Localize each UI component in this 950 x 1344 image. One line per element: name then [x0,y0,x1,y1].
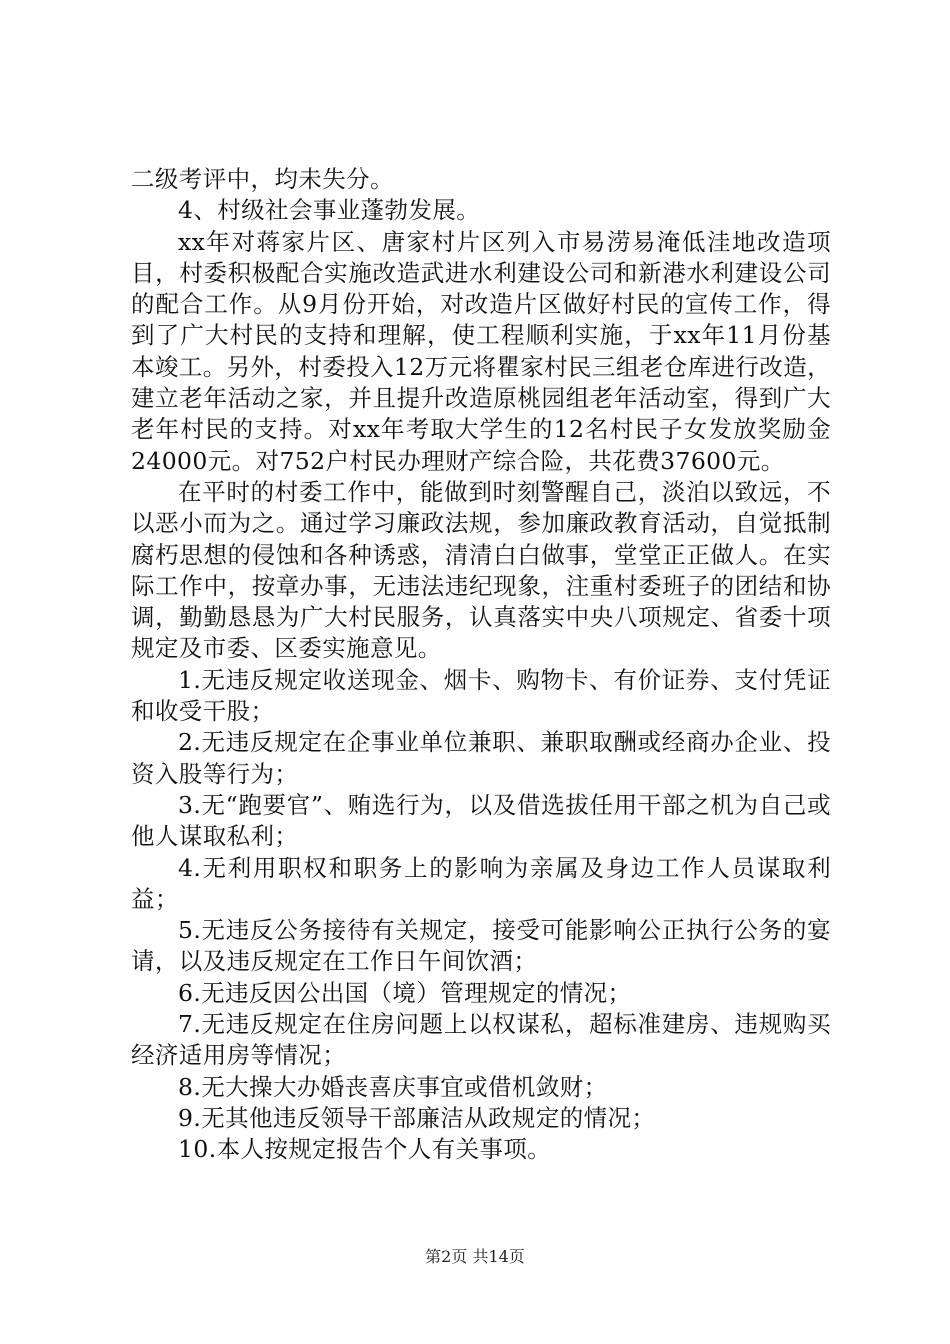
paragraph-3: xx年对蒋家片区、唐家村片区列入市易涝易淹低洼地改造项目，村委积极配合实施改造武进水利建设公司和新港水利建设公司的配合工作。从9月份开始，对改造片区做好村民的宣传工作，得到了广大村民的支持和理解，使工程顺利实施，于xx年11月份基本竣工。另外，村委投入12万元将瞿家村民三组老仓库进行改造，建立老年活动之家，并且提升改造原桃园组老年活动室，得到广大老年村民的支持。对xx年考取大学生的12名村民子女发放奖励金24000元。对752户村民办理财产综合险，共花费37600元。 [131,227,831,475]
paragraph-2: 4、村级社会事业蓬勃发展。 [178,196,481,225]
paragraph-4: 在平时的村委工作中，能做到时刻警醒自己，淡泊以致远，不以恶小而为之。通过学习廉政法规，参加廉政教育活动，自觉抵制腐朽思想的侵蚀和各种诱惑，清清白白做事，堂堂正正做人。在实际工作中，按章办事，无违法违纪现象，注重村委班子的团结和协调，勤勤恳恳为广大村民服务，认真落实中央八项规定、省委十项规定及市委、区委实施意见。 [131,477,831,663]
list-item-2: 2.无违反规定在企事业单位兼职、兼职取酬或经商办企业、投资入股等行为； [131,728,831,788]
list-item-4: 4.无利用职权和职务上的影响为亲属及身边工作人员谋取利益； [131,853,831,913]
page-footer: 第2页 共14页 [425,1247,525,1266]
list-item-10: 10.本人按规定报告个人有关事项。 [178,1135,552,1164]
list-item-3: 3.无“跑要官”、贿选行为，以及借选拔任用干部之机为自己或他人谋取私利； [131,790,831,851]
document-body [131,164,831,1166]
list-item-9: 9.无其他违反领导干部廉洁从政规定的情况； [178,1103,656,1132]
list-item-5: 5.无违反公务接待有关规定，接受可能影响公正执行公务的宴请，以及违反规定在工作日午间饮酒； [131,916,831,976]
list-item-6: 6.无违反因公出国（境）管理规定的情况； [178,978,632,1007]
paragraph-1: 二级考评中，均未失分。 [131,165,394,193]
list-item-8: 8.无大操大办婚丧喜庆事宜或借机敛财； [178,1072,608,1101]
list-item-1: 1.无违反规定收送现金、烟卡、购物卡、有价证券、支付凭证和收受干股； [131,665,831,726]
list-item-7: 7.无违反规定在住房问题上以权谋私，超标准建房、违规购买经济适用房等情况； [131,1010,831,1070]
